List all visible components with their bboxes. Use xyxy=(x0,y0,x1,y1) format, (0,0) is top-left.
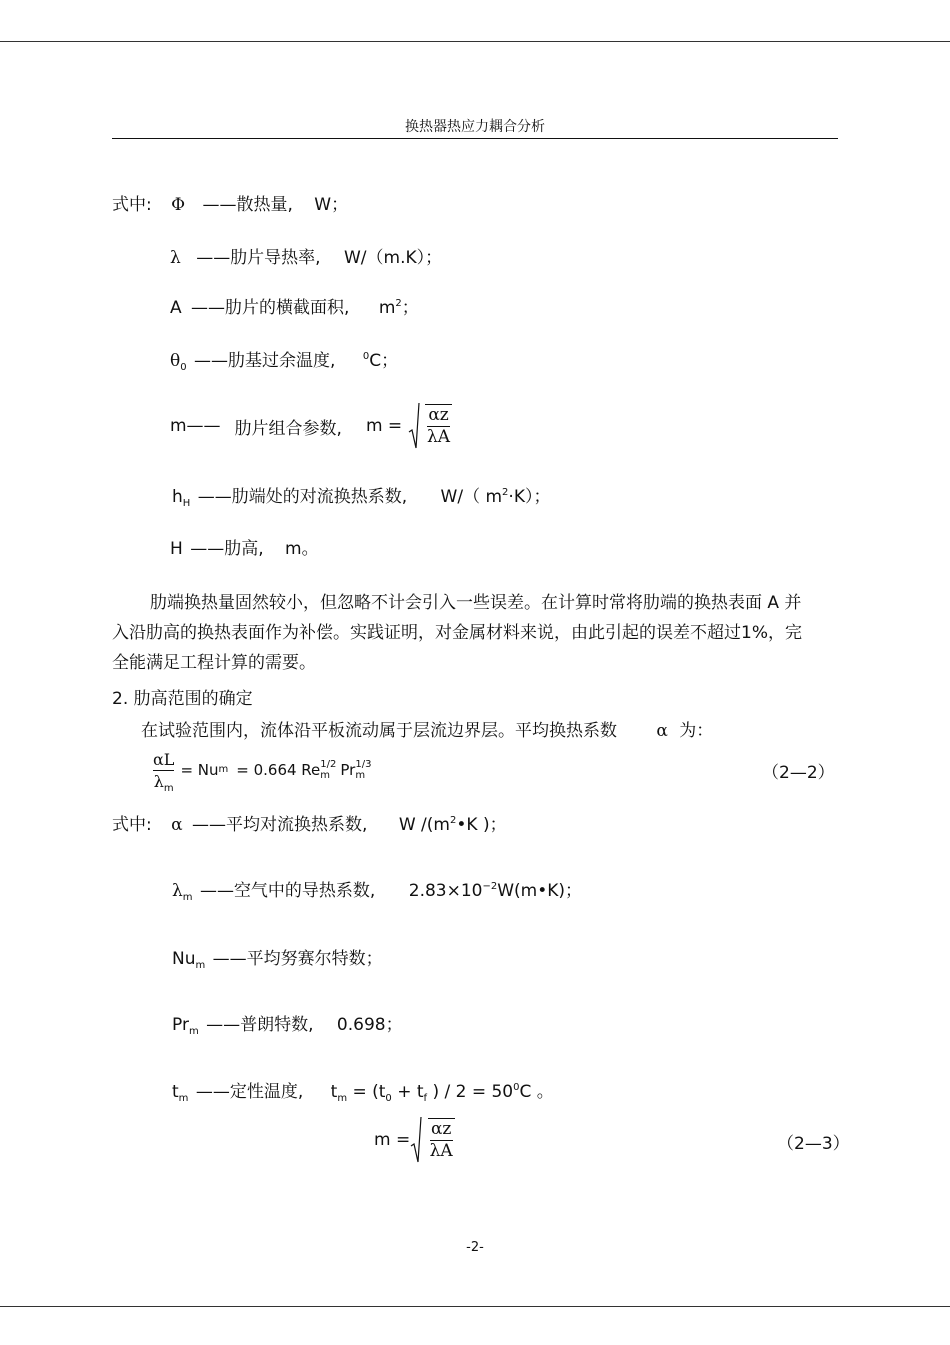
top-rule xyxy=(0,41,950,42)
area-unit: $m^2$； xyxy=(378,298,419,318)
m-def xyxy=(170,400,452,452)
Pr-def: $Pr_m$ ——普朗特数, 0.698； xyxy=(172,1015,403,1037)
lambda-symbol: λ xyxy=(170,248,181,268)
lambda-m-value: $2.83\times 10^{-2}W(m•K)$； xyxy=(408,881,583,901)
h-unit: W/（ $m^2\cdot K$）； xyxy=(440,487,551,507)
lambda-unit: W/（m.K）； xyxy=(344,248,443,268)
theta-unit: $^0$C； xyxy=(362,351,399,371)
page-number: -2- xyxy=(466,1240,484,1255)
phi-desc: ——散热量, xyxy=(202,195,293,215)
equation-2-2: $\frac{\alpha L}{\lambda_m}$ = Nu m = 0.664 Re 1/2 m Pr 1/3 m xyxy=(153,749,372,794)
alpha-unit: W $/(m^2•K$ )； xyxy=(398,815,507,835)
H-unit: m。 xyxy=(285,539,319,559)
theta-def: $\theta_0$ ——肋基过余温度, $^0$C； xyxy=(170,351,399,373)
H-def xyxy=(170,534,319,559)
area-desc: ——肋片的横截面积, xyxy=(191,298,350,318)
phi-symbol: Φ xyxy=(171,195,186,215)
phi-unit: W； xyxy=(314,195,349,215)
equation-2-3: m = $\frac{\alpha z}{\lambda A}$ xyxy=(374,1114,455,1166)
t-formula: $t_m = (t_0 + t_f$ ) / $2 = 50^0C$ 。 xyxy=(330,1082,554,1104)
radical-icon xyxy=(410,1116,422,1164)
h-def: $h_H$ ——肋端处的对流换热系数, W/（ $m^2\cdot K$）； xyxy=(172,487,551,509)
m-symbol: m—— xyxy=(170,416,221,436)
radical-icon xyxy=(408,402,420,450)
defs-lead-1 xyxy=(112,190,348,215)
section-intro: 在试验范围内，流体沿平板流动属于层流边界层。平均换热系数 α 为： xyxy=(141,721,714,741)
paragraph-compensation: 肋端换热量固然较小，但忽略不计会引入一些误差。在计算时常将肋端的换热表面 A 并入沿肋高的换热表面作为补偿。实践证明，对金属材料来说，由此引起的误差不超过1%，完全能满足工程计算的需要。 xyxy=(112,593,802,673)
Nu-def: $Nu_m$ ——平均努赛尔特数； xyxy=(172,949,383,971)
H-symbol: H xyxy=(170,539,183,559)
m-desc: 肋片组合参数, xyxy=(234,418,342,439)
defs-lead-2: 式中: α ——平均对流换热系数, W $/(m^2•K$ )； xyxy=(112,815,507,835)
bottom-rule xyxy=(0,1306,950,1307)
alpha-def-symbol: α xyxy=(171,815,183,835)
theta-symbol: θ xyxy=(170,351,181,371)
t-def: $t_m$ ——定性温度, $t_m = (t_0 + t_f$ ) / $2 = 50^0C$ 。 xyxy=(172,1082,554,1104)
Pr-value: 0.698； xyxy=(336,1015,403,1035)
h-symbol: h xyxy=(172,487,183,507)
sqrt-sign: $\frac{\alpha z}{\lambda A}$ xyxy=(408,402,452,450)
H-desc: ——肋高, xyxy=(190,539,264,559)
lambda-m-def: $\lambda_m$ ——空气中的导热系数, $2.83\times 10^{-2}W(m•K)$； xyxy=(172,881,583,903)
alpha-symbol: α xyxy=(656,721,668,741)
h-desc: ——肋端处的对流换热系数, xyxy=(197,487,408,507)
equation-label-2-2: （2—2） xyxy=(762,763,835,783)
theta-desc: ——肋基过余温度, xyxy=(194,351,336,371)
alpha-desc: ——平均对流换热系数, xyxy=(192,815,368,835)
lambda-def xyxy=(170,243,442,268)
equation-label-2-3: （2—3） xyxy=(777,1134,850,1154)
section-heading: 2. 肋高范围的确定 xyxy=(112,689,253,709)
defs-lead-text: 式中: xyxy=(112,195,152,215)
area-symbol: A xyxy=(170,298,182,318)
header-rule xyxy=(112,138,838,139)
lambda-desc: ——肋片导热率, xyxy=(196,248,321,268)
running-header: 换热器热应力耦合分析 xyxy=(405,119,545,135)
m-formula: m = $\frac{\alpha z}{\lambda A}$ xyxy=(366,402,452,450)
area-def xyxy=(170,293,419,318)
